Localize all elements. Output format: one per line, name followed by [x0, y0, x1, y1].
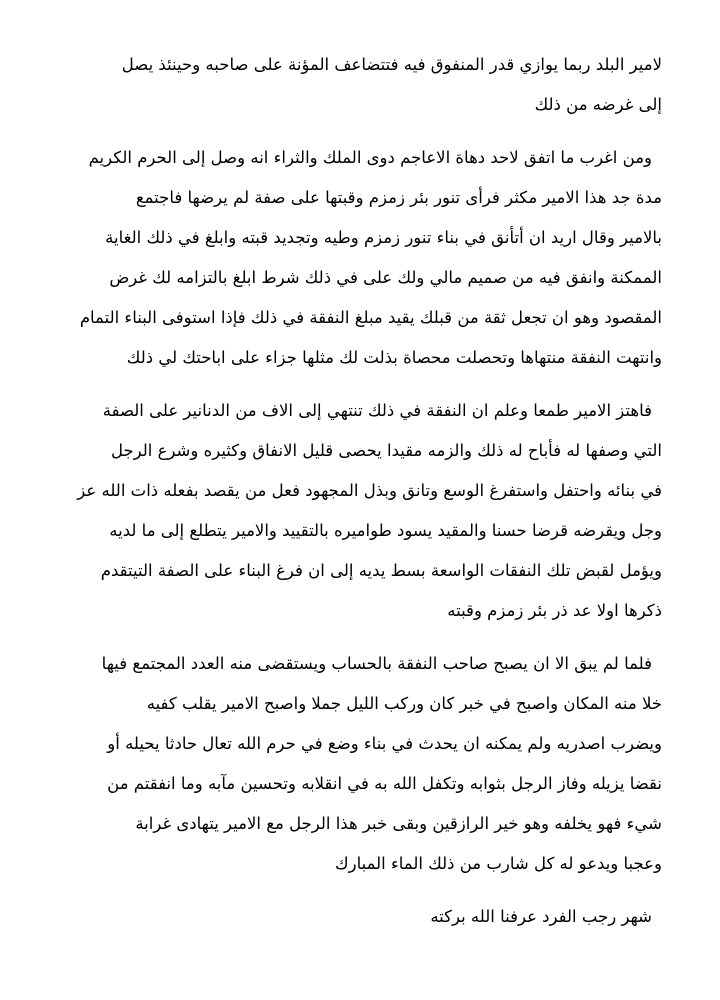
text-line: وجل ويقرضه قرضا حسنا والمقيد يسود طواميره بالتقييد والامير يتطلع إلى ما لديه: [109, 521, 662, 540]
text-line: الممكنة وانفق فيه من صميم مالي ولك على في ذلك شرط ابلغ بالتزامه لك غرض: [109, 268, 662, 287]
text-line: فلما لم يبق الا ان يصبح صاحب النفقة بالحساب ويستقضى منه العدد المجتمع فيها: [101, 654, 652, 673]
text-line: نقضا يزيله وفاز الرجل بثوابه وتكفل الله به في انقلابه وتحسين مآبه وما انفقتم من: [107, 774, 662, 793]
text-line: التي وصفها له فأباح له ذلك والزمه مقيدا يحصى قليل الانفاق وكثيره وشرع الرجل: [110, 441, 662, 460]
text-line: ومن اغرب ما اتفق لاحد دهاة الاعاجم دوى الملك والثراء انه وصل إلى الحرم الكريم: [88, 148, 652, 167]
text-line: وانتهت النفقة منتهاها وتحصلت محصاة بذلت لك مثلها جزاء على اباحتك لي ذلك: [126, 348, 662, 367]
text-line: ذكرها اولا عد ذر بئر زمزم وقبته: [447, 601, 662, 620]
closing-line: [52, 897, 662, 937]
text-line: ويضرب اصدريه ولم يمكنه ان يحدث في بناء وضع في حرم الله تعال حادثا يحيله أو: [107, 734, 662, 753]
paragraph-3: [52, 391, 662, 631]
text-line: المقصود وهو ان تجعل ثقة من قبلك يقيد مبلغ النفقة في ذلك فإذا استوفى البناء التمام: [79, 308, 662, 327]
text-line: وعجبا ويدعو له كل شارب من ذلك الماء المبارك: [335, 854, 662, 873]
text-line: شيء فهو يخلفه وهو خير الرازقين وبقى خبر هذا الرجل مع الامير يتهادى غرابة: [135, 814, 662, 833]
text-line: في بنائه واحتفل واستفرغ الوسع وتانق وبذل المجهود فعل من يقصد بفعله ذات الله عز: [77, 481, 662, 500]
paragraph-2: [52, 138, 662, 378]
text-line: بالامير وقال اريد ان أتأنق في بناء تنور زمزم وطيه وتجديد قبته وابلغ في ذلك الغاية: [105, 228, 662, 247]
text-line: شهر رجب الفرد عرفنا الله بركته: [430, 907, 652, 926]
text-line: مدة جد هذا الامير مكثر فرأى تنور بئر زمزم وقبتها على صفة لم يرضها فاجتمع: [135, 188, 662, 207]
paragraph-1: [52, 45, 662, 125]
text-line: خلا منه المكان واصبح في خبر كان وركب الليل جملا واصبح الامير يقلب كفيه: [146, 694, 662, 713]
text-line: إلى غرضه من ذلك: [534, 95, 662, 114]
text-line: فاهتز الامير طمعا وعلم ان النفقة في ذلك تنتهي إلى الاف من الدنانير على الصفة: [102, 401, 652, 420]
text-line: ويؤمل لقبض تلك النفقات الواسعة بسط يديه إلى ان فرغ البناء على الصفة التيتقدم: [100, 561, 662, 580]
text-line: لامير البلد ربما يوازي قدر المنفوق فيه فتتضاعف المؤنة على صاحبه وحينئذ يصل: [121, 55, 662, 74]
paragraph-4: [52, 644, 662, 884]
